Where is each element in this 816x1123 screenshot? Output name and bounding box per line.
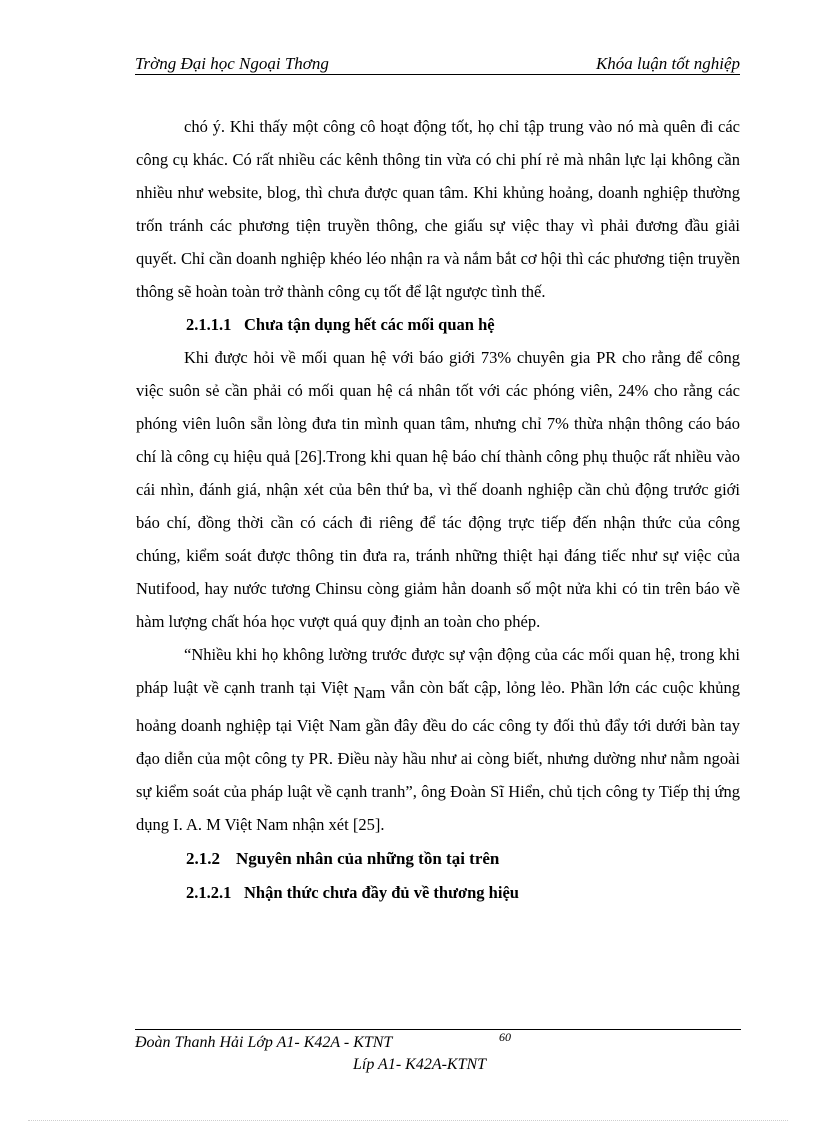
paragraph-2: Khi được hỏi về mối quan hệ với báo giới 73% chuyên gia PR cho rằng để công việc suôn sẻ cần phải có mối quan hệ cá nhân tốt với các phóng viên, 24% cho rằng các phóng viên luôn sẵn lòng đưa tin mình quan tâm, nhưng chỉ 7% thừa nhận thông cáo báo chí là công cụ hiệu quả [26].Trong khi quan hệ báo chí thành công phụ thuộc rất nhiều vào cái nhìn, đánh giá, nhận xét của bên thứ ba, vì thế doanh nghiệp cần chủ động trước giới báo chí, đồng thời cần có cách đi riêng để tác động trực tiếp đến nhận thức của công chúng, kiểm soát được thông tin đưa ra, tránh những thiệt hại đáng tiếc như sự việc của Nutifood, hay nước tương Chinsu còng giảm hẳn doanh số một nửa khi có tin trên báo về hàm lượng chất hóa học vượt quá quy định an toàn cho phép. xyxy=(136,348,740,631)
footer-author-class: Đoàn Thanh Hải Lớp A1- K42A - KTNT xyxy=(135,1034,393,1051)
paragraph-3-subscript: Nam xyxy=(353,683,386,702)
heading-number: 2.1.2 xyxy=(186,849,220,868)
footer-rule xyxy=(135,1029,741,1030)
body-text xyxy=(136,110,740,909)
heading-number: 2.1.1.1 xyxy=(186,315,232,334)
heading-2-1-2-1 xyxy=(136,876,740,909)
heading-text: Nguyên nhân của những tồn tại trên xyxy=(236,849,500,868)
paragraph-3-part-b: vẫn còn bất cập, lỏng lẻo. Phần lớn các cuộc khủng hoảng doanh nghiệp tại Việt Nam gần đây đều do các công ty đối thủ đẩy tới dưới bàn tay đạo diễn của một công ty PR. Điều này hầu như ai còng biết, nhưng dường như nằm ngoài sự kiểm soát của pháp luật về cạnh tranh”, ông Đoàn Sĩ Hiển, chủ tịch công ty Tiếp thị ứng dụng I. A. M Việt Nam nhận xét [25]. xyxy=(136,678,740,834)
page-number: 60 xyxy=(499,1030,511,1044)
header-school-name: Trờng Đại học Ngoại Thơng xyxy=(135,54,329,73)
page-header xyxy=(135,52,740,75)
heading-text: Chưa tận dụng hết các mối quan hệ xyxy=(244,315,495,334)
heading-2-1-1-1 xyxy=(136,308,740,341)
heading-2-1-2 xyxy=(136,841,740,876)
paragraph-3-part-a: “Nhiều khi họ không lường trước được sự vận động của các mối quan hệ, trong khi pháp luật về cạnh tranh tại Việt xyxy=(136,645,740,697)
header-document-type: Khóa luận tốt nghiệp xyxy=(595,54,740,73)
footer-class-repeat: Líp A1- K42A-KTNT xyxy=(353,1056,487,1073)
page-bottom-border xyxy=(28,1120,788,1121)
heading-text: Nhận thức chưa đầy đủ về thương hiệu xyxy=(244,883,519,902)
paragraph-1: chó ý. Khi thấy một công cô hoạt động tốt, họ chỉ tập trung vào nó mà quên đi các công cụ khác. Có rất nhiều các kênh thông tin vừa có chi phí rẻ mà nhân lực lại không cần nhiều như website, blog, thì chưa được quan tâm. Khi khủng hoảng, doanh nghiệp thường trốn tránh các phương tiện truyền thông, che giấu sự việc thay vì phải đương đầu giải quyết. Chỉ cần doanh nghiệp khéo léo nhận ra và nắm bắt cơ hội thì các phương tiện truyền thông sẽ hoàn toàn trở thành công cụ tốt để lật ngược tình thế. xyxy=(136,117,740,301)
paragraph-3 xyxy=(136,638,740,841)
heading-number: 2.1.2.1 xyxy=(186,883,232,902)
